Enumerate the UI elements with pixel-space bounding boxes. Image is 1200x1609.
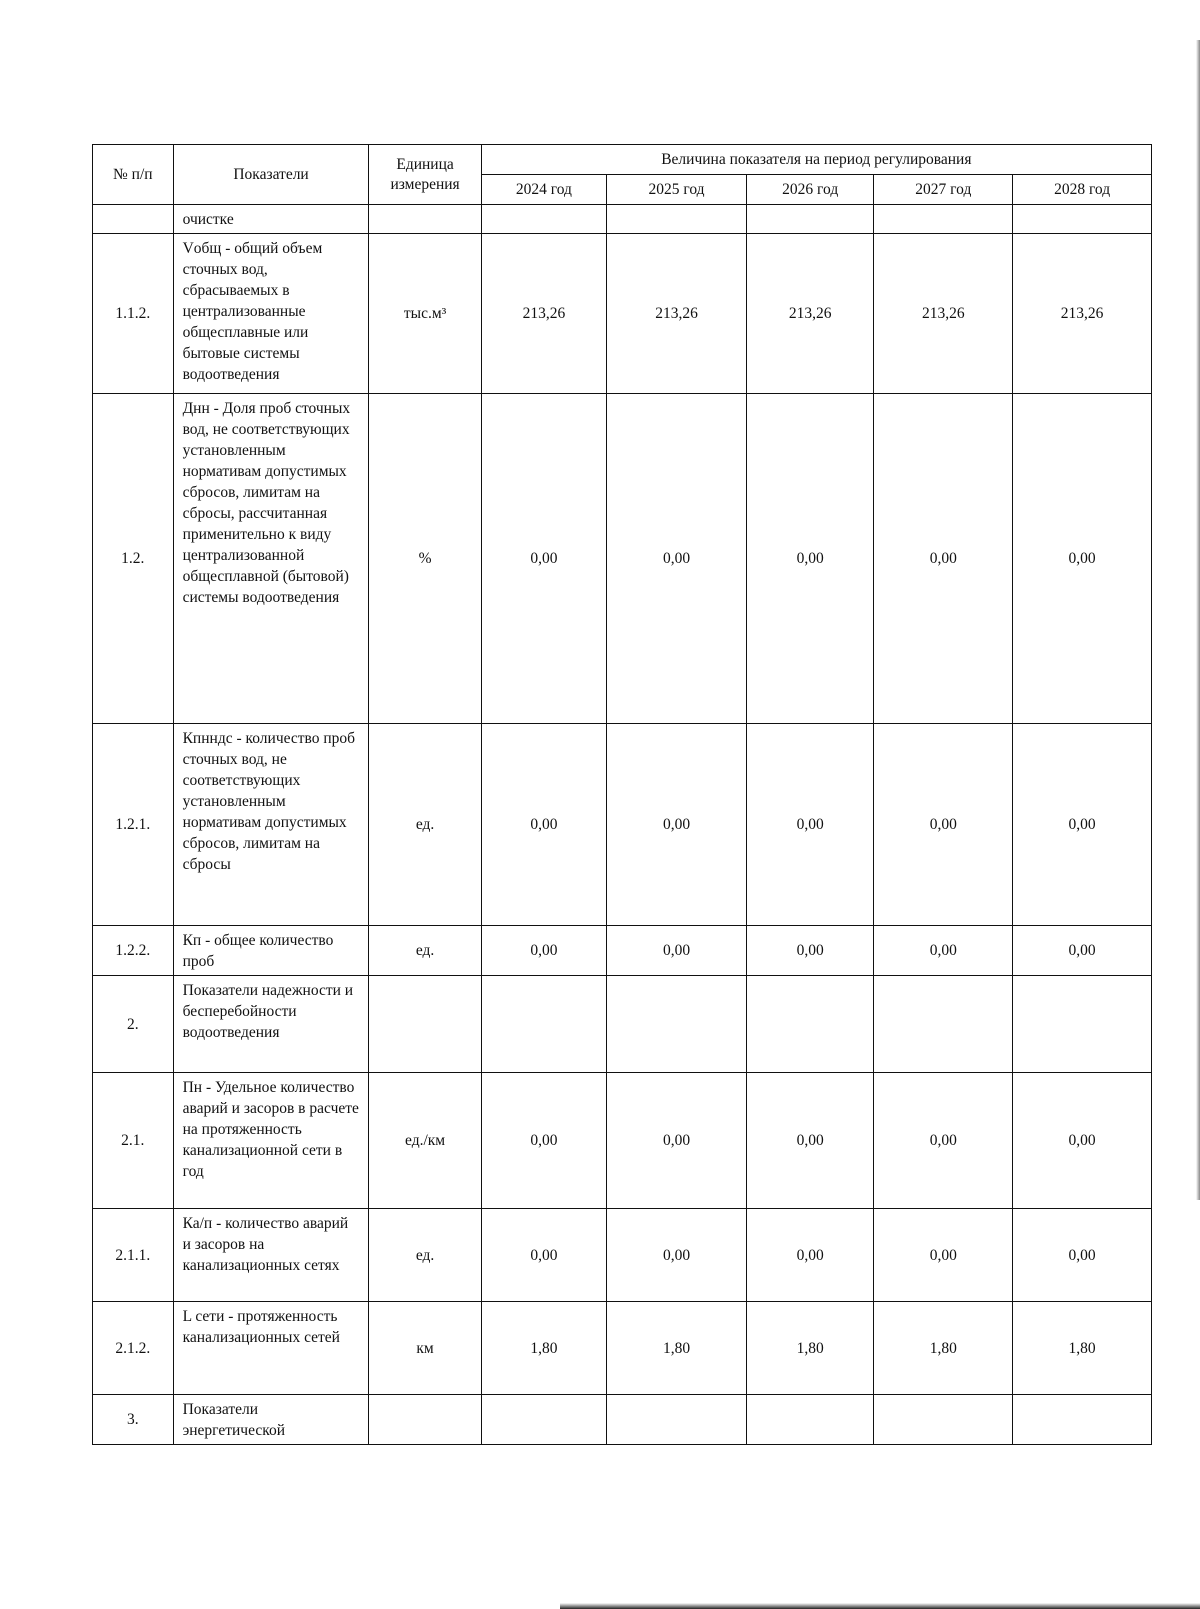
table-row — [93, 1073, 1152, 1209]
value-cell — [1013, 205, 1152, 234]
value-cell: 0,00 — [1013, 724, 1152, 926]
value-cell: 1,80 — [1013, 1302, 1152, 1395]
value-cell: 0,00 — [874, 926, 1013, 976]
value-cell: 0,00 — [746, 724, 874, 926]
header-year: 2028 год — [1013, 175, 1152, 205]
table-row — [93, 1209, 1152, 1302]
row-number: 2.1.1. — [93, 1209, 174, 1302]
table-row — [93, 234, 1152, 394]
header-year: 2025 год — [607, 175, 747, 205]
value-cell — [607, 976, 747, 1073]
indicator-name: Днн - Доля проб сточных вод, не соответствующих установленным нормативам допустимых сбросов, лимитам на сбросы, рассчитанная применительно к виду централизованной общесплавной (бытовой) системы водоотведения — [173, 394, 369, 724]
header-year: 2026 год — [746, 175, 874, 205]
page-edge-bottom — [560, 1603, 1200, 1609]
indicator-name: Кпнндс - количество проб сточных вод, не соответствующих установленным нормативам допустимых сбросов, лимитам на сбросы — [173, 724, 369, 926]
value-cell: 0,00 — [481, 394, 606, 724]
row-number: 2. — [93, 976, 174, 1073]
value-cell — [481, 976, 606, 1073]
row-number: 1.2. — [93, 394, 174, 724]
value-cell — [746, 205, 874, 234]
unit-cell: ед. — [369, 926, 481, 976]
value-cell: 213,26 — [746, 234, 874, 394]
row-number: 1.1.2. — [93, 234, 174, 394]
value-cell: 1,80 — [607, 1302, 747, 1395]
value-cell: 0,00 — [481, 926, 606, 976]
unit-cell: км — [369, 1302, 481, 1395]
header-year: 2024 год — [481, 175, 606, 205]
indicator-name: очистке — [173, 205, 369, 234]
value-cell — [746, 1395, 874, 1445]
indicators-table — [92, 144, 1152, 1445]
value-cell — [481, 1395, 606, 1445]
header-period: Величина показателя на период регулирования — [481, 145, 1151, 175]
indicator-name: Ка/п - количество аварий и засоров на канализационных сетях — [173, 1209, 369, 1302]
value-cell: 0,00 — [607, 1209, 747, 1302]
value-cell: 0,00 — [1013, 1073, 1152, 1209]
value-cell: 213,26 — [874, 234, 1013, 394]
table-row — [93, 1395, 1152, 1445]
unit-cell: тыс.м³ — [369, 234, 481, 394]
indicator-name: Показатели энергетической — [173, 1395, 369, 1445]
value-cell: 0,00 — [746, 394, 874, 724]
value-cell: 0,00 — [1013, 394, 1152, 724]
header-unit: Единица измерения — [369, 145, 481, 205]
table-row — [93, 1302, 1152, 1395]
value-cell: 0,00 — [481, 1073, 606, 1209]
value-cell: 213,26 — [1013, 234, 1152, 394]
unit-cell: ед. — [369, 724, 481, 926]
value-cell: 0,00 — [607, 724, 747, 926]
indicator-name: Пн - Удельное количество аварий и засоров в расчете на протяженность канализационной сети в год — [173, 1073, 369, 1209]
value-cell: 0,00 — [746, 1073, 874, 1209]
value-cell: 0,00 — [874, 1073, 1013, 1209]
value-cell: 1,80 — [746, 1302, 874, 1395]
row-number: 1.2.2. — [93, 926, 174, 976]
value-cell: 0,00 — [607, 394, 747, 724]
table-row — [93, 724, 1152, 926]
value-cell: 0,00 — [874, 1209, 1013, 1302]
unit-cell — [369, 1395, 481, 1445]
header-indicator: Показатели — [173, 145, 369, 205]
value-cell — [481, 205, 606, 234]
value-cell — [874, 205, 1013, 234]
value-cell — [874, 1395, 1013, 1445]
indicator-name: Кп - общее количество проб — [173, 926, 369, 976]
value-cell: 0,00 — [1013, 926, 1152, 976]
value-cell: 0,00 — [746, 926, 874, 976]
unit-cell: % — [369, 394, 481, 724]
value-cell: 1,80 — [874, 1302, 1013, 1395]
value-cell: 0,00 — [481, 724, 606, 926]
value-cell — [607, 1395, 747, 1445]
indicator-name: L сети - протяженность канализационных сетей — [173, 1302, 369, 1395]
value-cell: 0,00 — [607, 1073, 747, 1209]
header-num: № п/п — [93, 145, 174, 205]
value-cell: 1,80 — [481, 1302, 606, 1395]
unit-cell — [369, 205, 481, 234]
header-row-top — [93, 145, 1152, 175]
table-row — [93, 394, 1152, 724]
row-number: 3. — [93, 1395, 174, 1445]
row-number: 2.1. — [93, 1073, 174, 1209]
value-cell — [1013, 1395, 1152, 1445]
value-cell: 0,00 — [481, 1209, 606, 1302]
value-cell — [1013, 976, 1152, 1073]
value-cell: 0,00 — [874, 724, 1013, 926]
indicator-name: Vобщ - общий объем сточных вод, сбрасываемых в централизованные общесплавные или бытовые системы водоотведения — [173, 234, 369, 394]
unit-cell — [369, 976, 481, 1073]
value-cell: 0,00 — [874, 394, 1013, 724]
row-number: 2.1.2. — [93, 1302, 174, 1395]
value-cell — [874, 976, 1013, 1073]
value-cell: 213,26 — [607, 234, 747, 394]
table-row — [93, 976, 1152, 1073]
table-row — [93, 926, 1152, 976]
value-cell — [607, 205, 747, 234]
value-cell — [746, 976, 874, 1073]
page-edge-right — [1196, 40, 1200, 1200]
unit-cell: ед./км — [369, 1073, 481, 1209]
value-cell: 213,26 — [481, 234, 606, 394]
unit-cell: ед. — [369, 1209, 481, 1302]
value-cell: 0,00 — [1013, 1209, 1152, 1302]
table-row — [93, 205, 1152, 234]
value-cell: 0,00 — [607, 926, 747, 976]
value-cell: 0,00 — [746, 1209, 874, 1302]
row-number — [93, 205, 174, 234]
indicator-name: Показатели надежности и бесперебойности водоотведения — [173, 976, 369, 1073]
header-year: 2027 год — [874, 175, 1013, 205]
row-number: 1.2.1. — [93, 724, 174, 926]
